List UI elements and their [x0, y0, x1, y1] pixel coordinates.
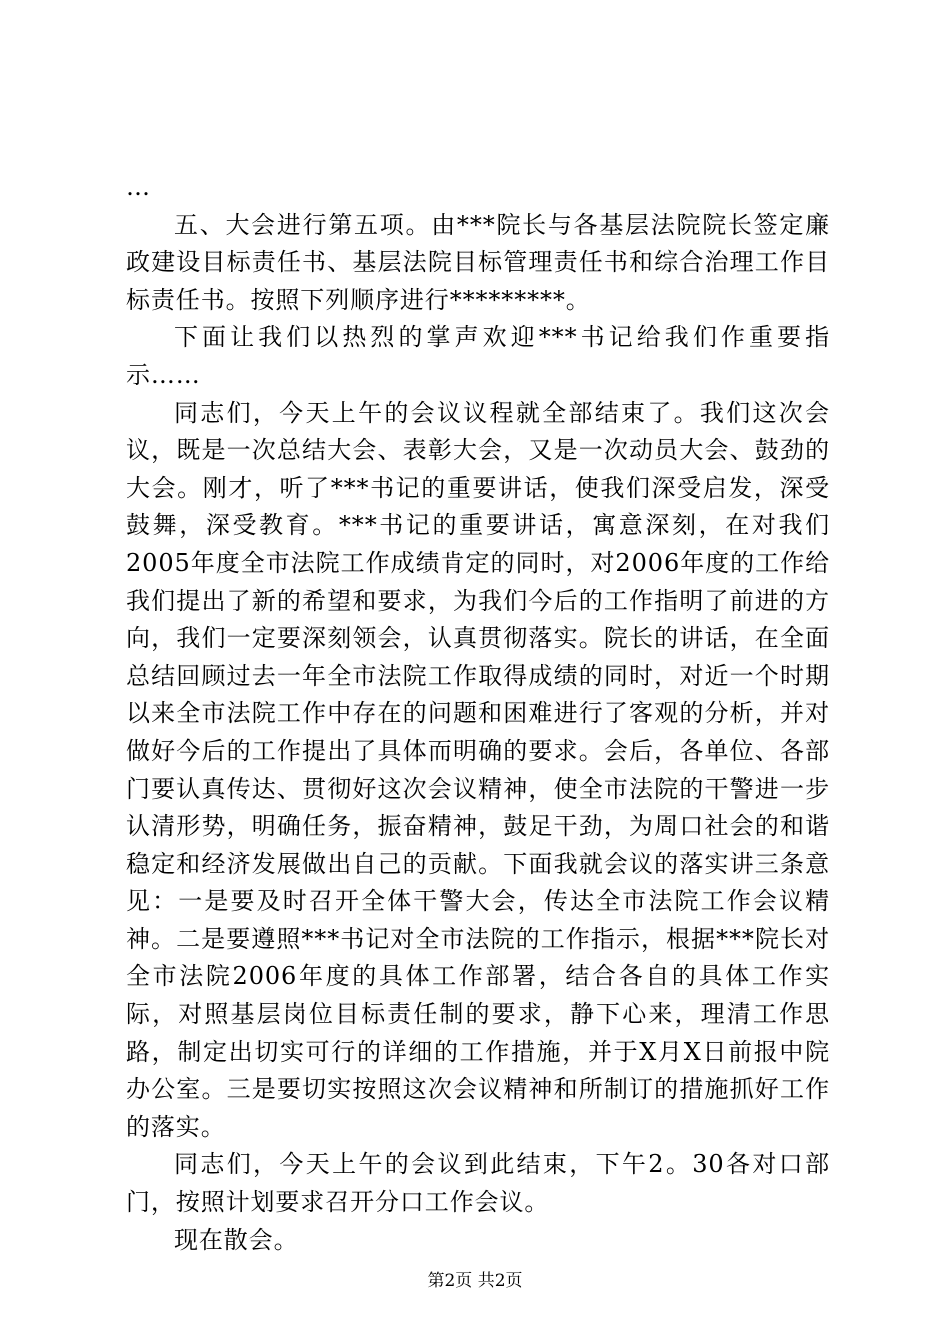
page-number-footer: 第2页 共2页: [427, 1271, 523, 1291]
paragraph-item-five: 五、大会进行第五项。由***院长与各基层法院院长签定廉政建设目标责任书、基层法院目标管理责任书和综合治理工作目标责任书。按照下列顺序进行*********。: [126, 210, 830, 314]
paragraph-adjourn: 现在散会。: [174, 1225, 299, 1254]
paragraph-welcome: 下面让我们以热烈的掌声欢迎***书记给我们作重要指示……: [126, 323, 830, 389]
paragraph-closing-notice: 同志们，今天上午的会议到此结束，下午2。30各对口部门，按照计划要求召开分口工作会议。: [126, 1150, 830, 1217]
paragraph-summary: 同志们，今天上午的会议议程就全部结束了。我们这次会议，既是一次总结大会、表彰大会，又是一次动员大会、鼓劲的大会。刚才，听了***书记的重要讲话，使我们深受启发，深受鼓舞，深受教育。***书记的重要讲话，寓意深刻，在对我们2005年度全市法院工作成绩肯定的同时，对2006年度的工作给我们提出了新的希望和要求，为我们今后的工作指明了前进的方向，我们一定要深刻领会，认真贯彻落实。院长的讲话，在全面总结回顾过去一年全市法院工作取得成绩的同时，对近一个时期以来全市法院工作中存在的问题和困难进行了客观的分析，并对做好今后的工作提出了具体而明确的要求。会后，各单位、各部门要认真传达、贯彻好这次会议精神，使全市法院的干警进一步认清形势，明确任务，振奋精神，鼓足干劲，为周口社会的和谐稳定和经济发展做出自己的贡献。下面我就会议的落实讲三条意见：一是要及时召开全体干警大会，传达全市法院工作会议精神。二是要遵照***书记对全市法院的工作指示，根据***院长对全市法院2006年度的具体工作部署，结合各自的具体工作实际，对照基层岗位目标责任制的要求，静下心来，理清工作思路，制定出切实可行的详细的工作措施，并于X月X日前报中院办公室。三是要切实按照这次会议精神和所制订的措施抓好工作的落实。: [126, 398, 830, 1141]
document-body: [126, 169, 830, 1259]
paragraph-continuation: …: [126, 173, 151, 201]
